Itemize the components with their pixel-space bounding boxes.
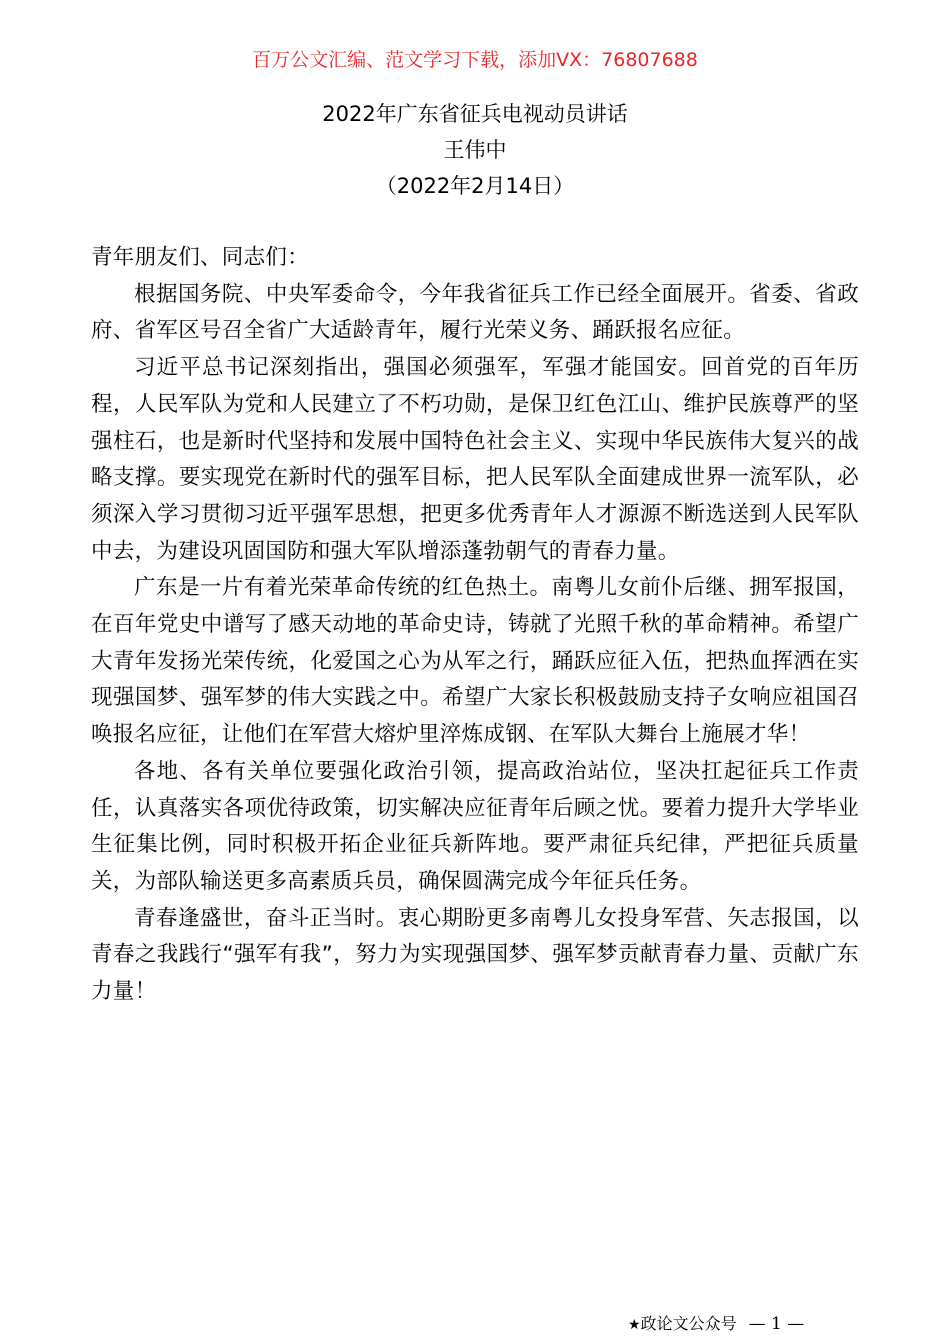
document-title: 2022年广东省征兵电视动员讲话 xyxy=(322,102,628,126)
salutation: 青年朋友们、同志们： xyxy=(91,245,310,270)
title-block xyxy=(0,96,950,204)
paragraph-3: 广东是一片有着光荣革命传统的红色热土。南粤儿女前仆后继、拥军报国，在百年党史中谱写了感天动地的革命史诗，铸就了光照千秋的革命精神。希望广大青年发扬光荣传统，化爱国之心为从军之行，踊跃应征入伍，把热血挥洒在实现强国梦、强军梦的伟大实践之中。希望广大家长积极鼓励支持子女响应祖国召唤报名应征，让他们在军营大熔炉里淬炼成钢、在军队大舞台上施展才华！ xyxy=(91,575,859,748)
header-banner: 百万公文汇编、范文学习下载，添加VX：76807688 xyxy=(252,49,698,71)
paragraph-1: 根据国务院、中央军委命令，今年我省征兵工作已经全面展开。省委、省政府、省军区号召全省广大适龄青年，履行光荣义务、踊跃报名应征。 xyxy=(91,281,859,344)
paragraph-5: 青春逢盛世，奋斗正当时。衷心期盼更多南粤儿女投身军营、矢志报国，以青春之我践行“强军有我”，努力为实现强国梦、强军梦贡献青春力量、贡献广东力量！ xyxy=(91,905,859,1005)
document-body xyxy=(91,240,859,1011)
page-number: — 1 — xyxy=(748,1314,805,1334)
star-icon: ★ xyxy=(628,1317,641,1333)
document-date: （2022年2月14日） xyxy=(375,174,575,198)
paragraph-4: 各地、各有关单位要强化政治引领，提高政治站位，坚决扛起征兵工作责任，认真落实各项优待政策，切实解决应征青年后顾之忧。要着力提升大学毕业生征集比例，同时积极开拓企业征兵新阵地。要严肃征兵纪律，严把征兵质量关，为部队输送更多高素质兵员，确保圆满完成今年征兵任务。 xyxy=(91,758,859,894)
page-footer xyxy=(628,1313,804,1336)
document-author: 王伟中 xyxy=(443,138,507,162)
footer-source: 政论文公众号 xyxy=(640,1314,737,1333)
paragraph-2: 习近平总书记深刻指出，强国必须强军，军强才能国安。回首党的百年历程，人民军队为党和人民建立了不朽功勋，是保卫红色江山、维护民族尊严的坚强柱石，也是新时代坚持和发展中国特色社会主义、实现中华民族伟大复兴的战略支撑。要实现党在新时代的强军目标，把人民军队全面建成世界一流军队，必须深入学习贯彻习近平强军思想，把更多优秀青年人才源源不断选送到人民军队中去，为建设巩固国防和强大军队增添蓬勃朝气的青春力量。 xyxy=(91,355,859,564)
